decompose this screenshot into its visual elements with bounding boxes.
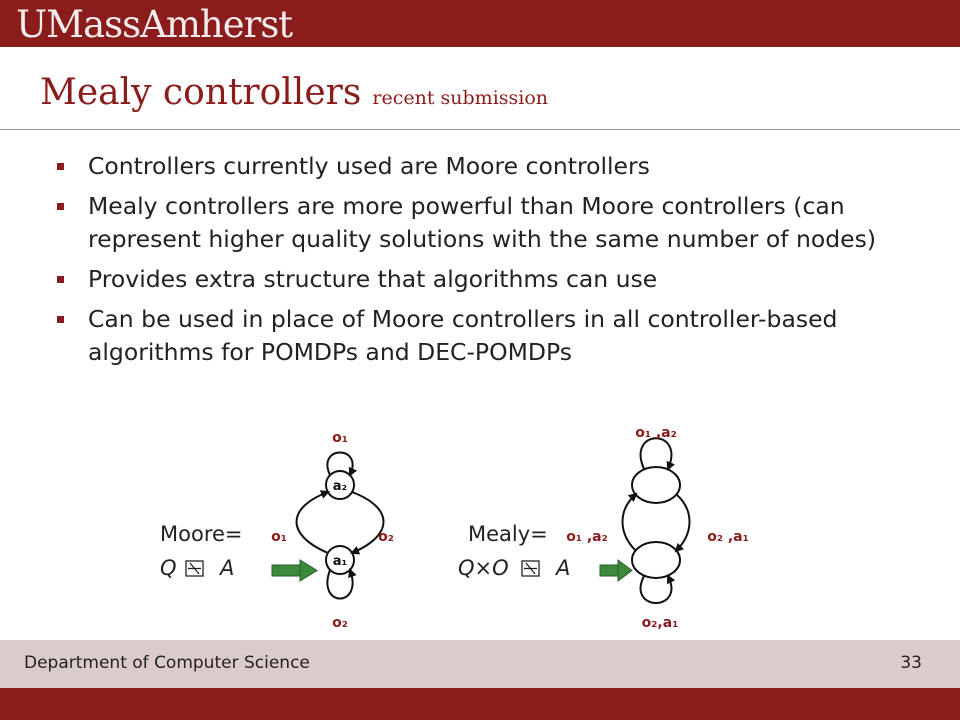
- moore-edge-up: [297, 492, 329, 553]
- mealy-loop-top-label: o₁ ,a₂: [635, 425, 677, 441]
- bullet-text: Mealy controllers are more powerful than Moore controllers (can represent higher quality solutions with the same number of nodes): [88, 192, 877, 253]
- mealy-formula-q: Q×O: [458, 556, 509, 580]
- moore-label: Moore=: [160, 522, 243, 546]
- mealy-diagram: [458, 425, 749, 631]
- maps-to-icon: [522, 561, 539, 576]
- bullet-text: Can be used in place of Moore controllers in all controller-based algorithms for POMDPs and DEC-POMDPs: [88, 305, 838, 366]
- moore-loop-top-label: o₁: [332, 430, 348, 446]
- page-number: 33: [900, 653, 922, 673]
- moore-formula-q: Q: [160, 556, 177, 580]
- mealy-node-bottom: [632, 542, 680, 578]
- slide-title: Mealy controllers: [40, 72, 362, 113]
- moore-edge-left-label: o₁: [271, 529, 287, 545]
- bullet-text: Provides extra structure that algorithms can use: [88, 265, 658, 293]
- slide-subtitle: recent submission: [372, 87, 549, 109]
- mealy-self-loop-top: [641, 438, 672, 469]
- mealy-edge-up: [623, 494, 637, 551]
- moore-node-bottom-label: a₁: [332, 554, 348, 569]
- mealy-start-arrow-icon: [600, 560, 632, 581]
- moore-formula-a: A: [220, 556, 235, 580]
- maps-to-icon: [186, 561, 203, 576]
- mealy-edge-right-label: o₂ ,a₁: [707, 529, 749, 545]
- mealy-edge-down: [676, 494, 690, 551]
- bullet-text: Controllers currently used are Moore controllers: [88, 152, 650, 180]
- moore-edge-right-label: o₂: [378, 529, 394, 545]
- mealy-self-loop-bottom: [641, 576, 672, 603]
- moore-diagram: [160, 430, 394, 631]
- footer-department: Department of Computer Science: [24, 653, 310, 673]
- moore-node-top-label: a₂: [332, 479, 348, 494]
- mealy-formula-a: A: [556, 556, 571, 580]
- mealy-loop-bottom-label: o₂,a₁: [641, 615, 679, 631]
- moore-start-arrow-icon: [272, 560, 317, 581]
- university-logo: UMassAmherst: [16, 3, 293, 46]
- moore-loop-bottom-label: o₂: [332, 615, 348, 631]
- mealy-edge-left-label: o₁ ,a₂: [566, 529, 608, 545]
- footer-bar: [0, 640, 960, 688]
- bottom-bar: [0, 688, 960, 720]
- mealy-node-top: [632, 467, 680, 503]
- mealy-label: Mealy=: [468, 522, 548, 546]
